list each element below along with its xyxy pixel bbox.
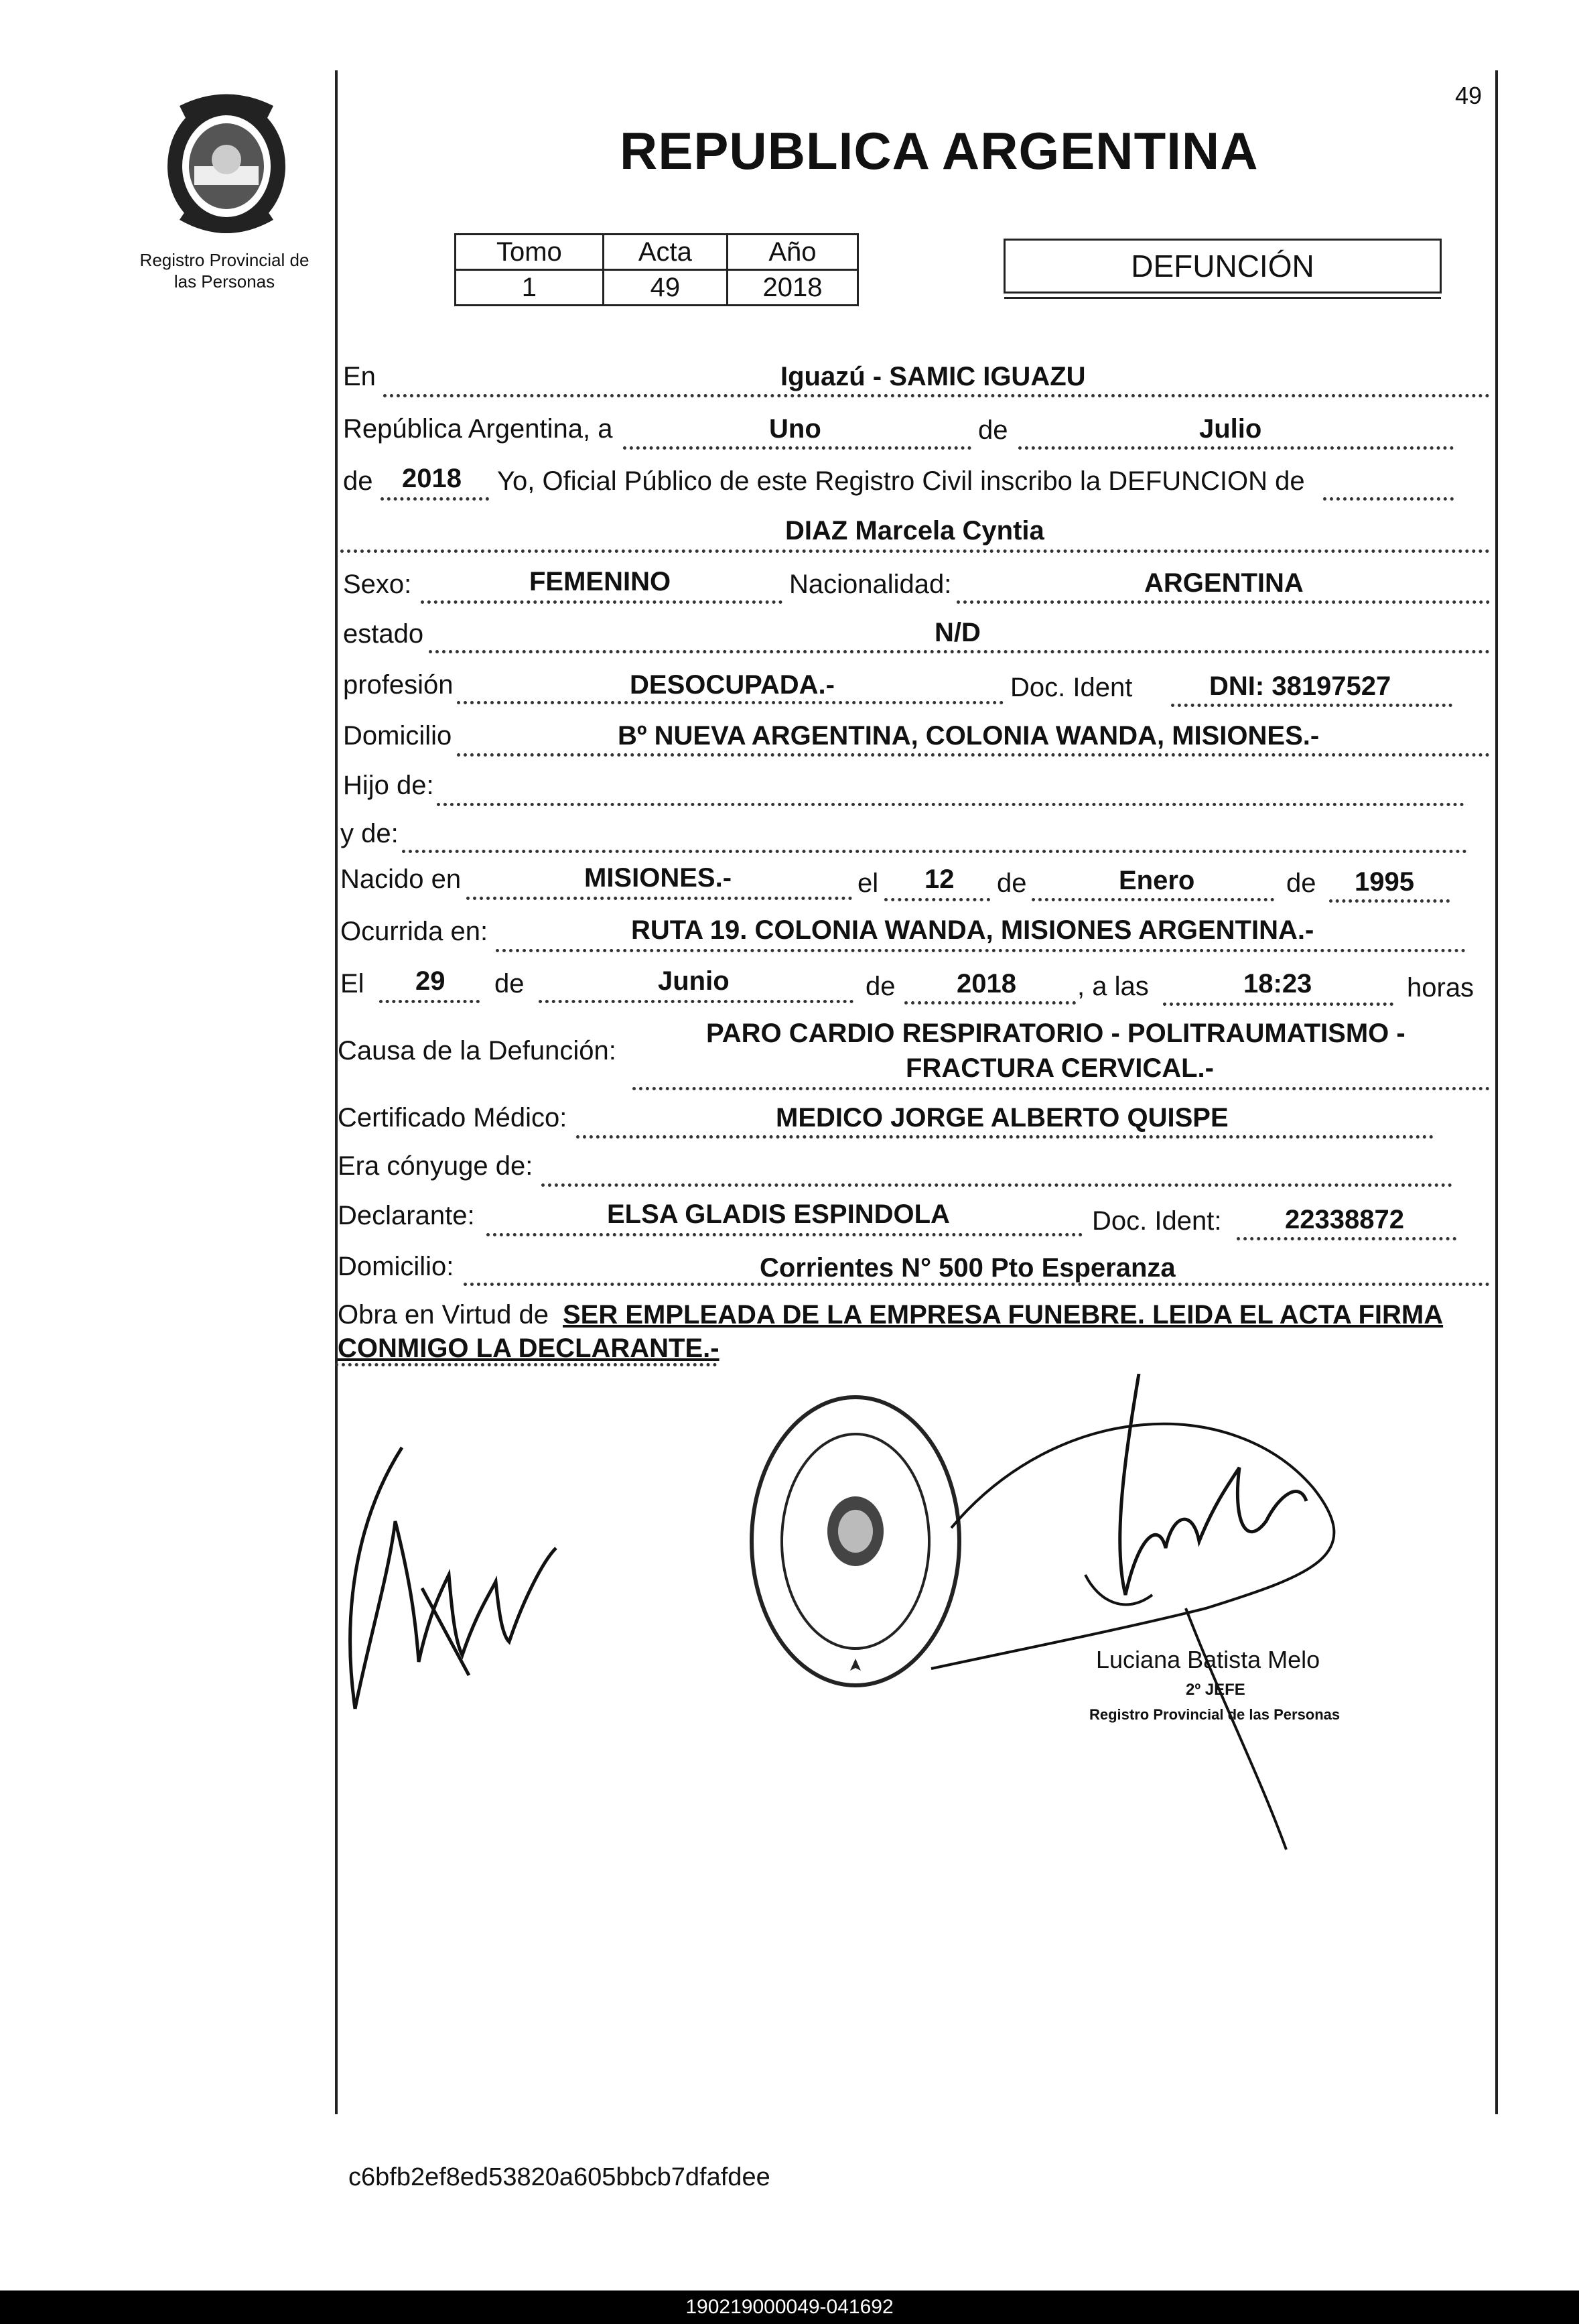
obra-dots	[335, 1363, 717, 1366]
doc-value: DNI: 38197527	[1209, 671, 1391, 701]
birth-day: 12	[924, 864, 955, 894]
page-number: 49	[1455, 82, 1483, 109]
birth-year: 1995	[1355, 867, 1414, 897]
en-dots	[383, 394, 1490, 397]
obra-label: Obra en Virtud de	[338, 1300, 549, 1330]
el-cap-label: El	[340, 969, 364, 998]
death-time-dots	[1163, 1003, 1393, 1006]
death-de-label-1: de	[494, 969, 525, 998]
day-value: Uno	[769, 414, 821, 444]
death-year-dots	[904, 1001, 1076, 1005]
nacido-label: Nacido en	[340, 864, 462, 894]
hijo-dots	[437, 803, 1464, 806]
death-month-dots	[539, 1000, 853, 1003]
birth-month-dots	[1032, 898, 1274, 901]
sexo-dots	[421, 600, 782, 604]
org-line-2: las Personas	[174, 271, 275, 292]
registry-value: 1	[456, 270, 604, 306]
causa-label: Causa de la Defunción:	[338, 1036, 616, 1066]
birth-day-dots	[884, 898, 990, 901]
doc-label: Doc. Ident	[1010, 673, 1133, 702]
death-day-dots	[379, 1000, 480, 1003]
profesion-value: DESOCUPADA.-	[630, 670, 835, 700]
document-hash: c6bfb2ef8ed53820a605bbcb7dfafdee	[348, 2163, 770, 2191]
registry-header: Tomo	[456, 235, 604, 270]
name-dots	[340, 550, 1490, 553]
official-name: Luciana Batista Melo	[1096, 1646, 1320, 1673]
declarante-dots	[486, 1233, 1083, 1236]
domicilio-value: Bº NUEVA ARGENTINA, COLONIA WANDA, MISIONES.-	[618, 721, 1320, 751]
domicilio-label: Domicilio	[343, 721, 452, 751]
ocurrida-label: Ocurrida en:	[340, 917, 488, 946]
sexo-value: FEMENINO	[529, 567, 671, 596]
profesion-label: profesión	[343, 670, 454, 700]
obra-line-2: CONMIGO LA DECLARANTE.-	[338, 1334, 719, 1363]
hijo-label: Hijo de:	[343, 771, 434, 800]
nacionalidad-value: ARGENTINA	[1144, 568, 1304, 598]
causa-line-2: FRACTURA CERVICAL.-	[906, 1053, 1214, 1083]
conyuge-dots	[541, 1183, 1452, 1187]
month-dots	[1018, 446, 1454, 450]
record-type-box: DEFUNCIÓN	[1004, 239, 1442, 294]
registry-header: Acta	[603, 235, 727, 270]
horas-label: horas	[1407, 973, 1474, 1003]
domicilio2-label: Domicilio:	[338, 1252, 454, 1281]
en-value: Iguazú - SAMIC IGUAZU	[780, 362, 1086, 391]
de-label: de	[978, 415, 1008, 445]
day-dots	[623, 446, 971, 450]
official-org: Registro Provincial de las Personas	[1089, 1706, 1341, 1723]
obra-line-1: SER EMPLEADA DE LA EMPRESA FUNEBRE. LEIDA EL ACTA FIRMA	[563, 1300, 1444, 1330]
nacido-dots	[466, 897, 852, 900]
org-name	[117, 249, 332, 292]
left-margin-line	[335, 70, 338, 2114]
certificado-value: MEDICO JORGE ALBERTO QUISPE	[776, 1103, 1229, 1133]
conyuge-label: Era cónyuge de:	[338, 1151, 533, 1181]
domicilio2-dots	[464, 1283, 1490, 1286]
profesion-dots	[457, 701, 1004, 704]
inscribo-dots	[1323, 497, 1454, 501]
inscribo-text: Yo, Oficial Público de este Registro Civil inscribo la DEFUNCION de	[497, 466, 1305, 496]
sexo-label: Sexo:	[343, 570, 412, 599]
official-title: 2º JEFE	[1186, 1681, 1245, 1699]
certificado-dots	[576, 1135, 1434, 1139]
en-label: En	[343, 362, 376, 391]
causa-line-1: PARO CARDIO RESPIRATORIO - POLITRAUMATISMO -	[706, 1019, 1405, 1048]
el-label: el	[857, 868, 879, 898]
registry-header: Año	[727, 235, 857, 270]
estado-value: N/D	[935, 618, 981, 647]
doc-dots	[1171, 704, 1452, 707]
registry-header-row	[456, 235, 858, 270]
nacionalidad-label: Nacionalidad:	[789, 570, 952, 599]
declarante-label: Declarante:	[338, 1201, 475, 1230]
doc-ident-label: Doc. Ident:	[1092, 1206, 1222, 1236]
declarant-signature	[328, 1441, 569, 1722]
org-line-1: Registro Provincial de	[139, 250, 310, 270]
year-value: 2018	[402, 464, 462, 493]
estado-label: estado	[343, 619, 424, 649]
death-day: 29	[415, 966, 445, 996]
registry-table	[454, 233, 859, 306]
domicilio-dots	[457, 753, 1490, 757]
death-de-label-2: de	[866, 972, 896, 1001]
birth-de-label-2: de	[1286, 868, 1316, 898]
declarante-doc: 22338872	[1285, 1205, 1404, 1234]
year-dots	[381, 497, 489, 501]
estado-dots	[429, 650, 1490, 653]
death-year: 2018	[957, 969, 1016, 998]
month-value: Julio	[1199, 414, 1262, 444]
causa-dots	[632, 1087, 1490, 1090]
yde-label: y de:	[340, 819, 399, 848]
barcode-bar: 190219000049-041692	[0, 2290, 1579, 2324]
registry-value-row	[456, 270, 858, 306]
death-time: 18:23	[1243, 969, 1312, 998]
misiones-logo	[159, 86, 293, 240]
page-title: REPUBLICA ARGENTINA	[620, 121, 1259, 180]
alas-label: , a las	[1077, 972, 1149, 1001]
nacido-value: MISIONES.-	[584, 863, 732, 893]
certificado-label: Certificado Médico:	[338, 1103, 567, 1133]
official-signature	[871, 1374, 1380, 1856]
registry-value: 49	[603, 270, 727, 306]
death-month: Junio	[658, 966, 730, 996]
de-year-label: de	[343, 466, 373, 496]
ocurrida-value: RUTA 19. COLONIA WANDA, MISIONES ARGENTINA.-	[631, 915, 1314, 945]
birth-year-dots	[1329, 899, 1450, 903]
domicilio2-value: Corrientes N° 500 Pto Esperanza	[760, 1253, 1176, 1283]
republica-label: República Argentina, a	[343, 414, 613, 444]
deceased-name: DIAZ Marcela Cyntia	[785, 516, 1044, 545]
right-margin-line	[1495, 70, 1498, 2114]
registry-value: 2018	[727, 270, 857, 306]
declarante-value: ELSA GLADIS ESPINDOLA	[607, 1200, 950, 1229]
ocurrida-dots	[496, 949, 1466, 952]
nacionalidad-dots	[957, 600, 1490, 604]
yde-dots	[402, 850, 1467, 853]
birth-de-label-1: de	[997, 868, 1027, 898]
birth-month: Enero	[1119, 866, 1195, 895]
declarante-doc-dots	[1237, 1237, 1456, 1240]
